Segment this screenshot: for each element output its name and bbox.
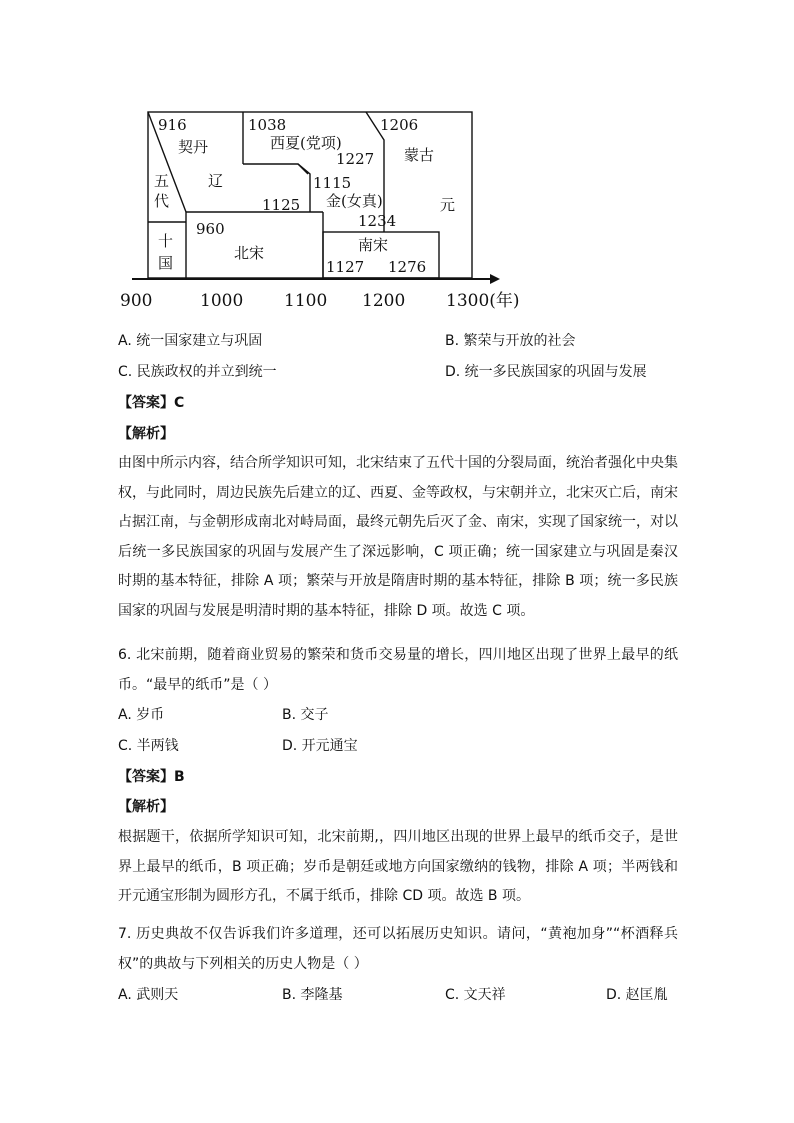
q5-option-b: B. 繁荣与开放的社会 xyxy=(445,333,576,349)
axis-arrow xyxy=(490,274,500,284)
q5-option-a: A. 统一国家建立与巩固 xyxy=(118,333,263,349)
nansong-end-label: 1276 xyxy=(388,258,427,276)
nansong-label: 南宋 xyxy=(358,236,389,254)
axis-tick-1200: 1200 xyxy=(362,291,406,311)
xixia-start-label: 1038 xyxy=(248,116,287,134)
axis-tick-1000: 1000 xyxy=(200,291,244,311)
q7-option-d: D. 赵匡胤 xyxy=(606,987,668,1003)
jin-end-label: 1234 xyxy=(358,212,397,230)
q5-option-c: C. 民族政权的并立到统一 xyxy=(118,364,277,380)
q6-option-c: C. 半两钱 xyxy=(118,738,179,754)
xixia-end-label: 1227 xyxy=(336,150,375,168)
q6-option-a: A. 岁币 xyxy=(118,707,165,723)
jin-start-label: 1115 xyxy=(313,174,352,192)
wudai-label-2: 代 xyxy=(154,192,170,210)
q6-analysis-label: 【解析】 xyxy=(118,799,174,815)
nansong-start-label: 1127 xyxy=(326,258,365,276)
q6-option-b: B. 交子 xyxy=(282,707,329,723)
liao-end-label: 1125 xyxy=(262,196,301,214)
qidan-label: 契丹 xyxy=(178,138,209,156)
q7-option-b: B. 李隆基 xyxy=(282,987,343,1003)
mongol-start-label: 1206 xyxy=(380,116,419,134)
wudai-label-1: 五 xyxy=(154,172,170,190)
q6-answer: 【答案】B xyxy=(118,769,185,785)
jin-left-edge xyxy=(298,164,308,174)
regimes-timeline-diagram xyxy=(118,100,558,316)
timeline-svg xyxy=(118,100,558,316)
jin-label: 金(女真) xyxy=(326,192,383,210)
shiguo-label-1: 十 xyxy=(158,232,174,250)
yuan-label: 元 xyxy=(440,196,456,214)
q7-stem: 7. 历史典故不仅告诉我们许多道理，还可以拓展历史知识。请问，“黄袍加身”“杯酒释兵权”的典故与下列相关的历史人物是（ ） xyxy=(118,926,678,972)
q6-option-d: D. 开元通宝 xyxy=(282,738,358,754)
xixia-label: 西夏(党项) xyxy=(270,134,342,152)
q5-analysis-label: 【解析】 xyxy=(118,426,174,442)
q6-stem: 6. 北宋前期，随着商业贸易的繁荣和货币交易量的增长，四川地区出现了世界上最早的纸币。“最早的纸币”是（ ） xyxy=(118,647,678,693)
beisong-start-label: 960 xyxy=(196,220,225,238)
beisong-label: 北宋 xyxy=(234,244,265,262)
axis-tick-1300: 1300(年) xyxy=(446,291,520,311)
axis-tick-900: 900 xyxy=(120,291,153,311)
q7-option-c: C. 文天祥 xyxy=(445,987,506,1003)
q7-option-a: A. 武则天 xyxy=(118,987,179,1003)
q5-answer: 【答案】C xyxy=(118,395,185,411)
qidan-year-label: 916 xyxy=(158,116,187,134)
q5-option-d: D. 统一多民族国家的巩固与发展 xyxy=(445,364,647,380)
mongol-label: 蒙古 xyxy=(404,146,435,164)
q5-analysis-text: 由图中所示内容，结合所学知识可知，北宋结束了五代十国的分裂局面，统治者强化中央集权，与此同时，周边民族先后建立的辽、西夏、金等政权，与宋朝并立，北宋灭亡后，南宋占据江南，与金朝形成南北对峙局面，最终元朝先后灭了金、南宋，实现了国家统一，对以后统一多民族国家的巩固与发展产生了深远影响，C 项正确；统一国家建立与巩固是秦汉时期的基本特征，排除 A 项；繁荣与开放是隋唐时期的基本特征，排除 B 项；统一多民族国家的巩固与发展是明清时期的基本特征，排除 D 项。故选 C 项。 xyxy=(118,455,678,619)
q6-analysis-text: 根据题干，依据所学知识可知，北宋前期,，四川地区出现的世界上最早的纸币交子，是世界上最早的纸币，B 项正确；岁币是朝廷或地方向国家缴纳的钱物，排除 A 项；半两钱和开元通宝形制为圆形方孔，不属于纸币，排除 CD 项。故选 B 项。 xyxy=(118,829,678,904)
liao-label: 辽 xyxy=(208,172,224,190)
shiguo-label-2: 国 xyxy=(158,254,174,272)
axis-tick-1100: 1100 xyxy=(284,291,328,311)
